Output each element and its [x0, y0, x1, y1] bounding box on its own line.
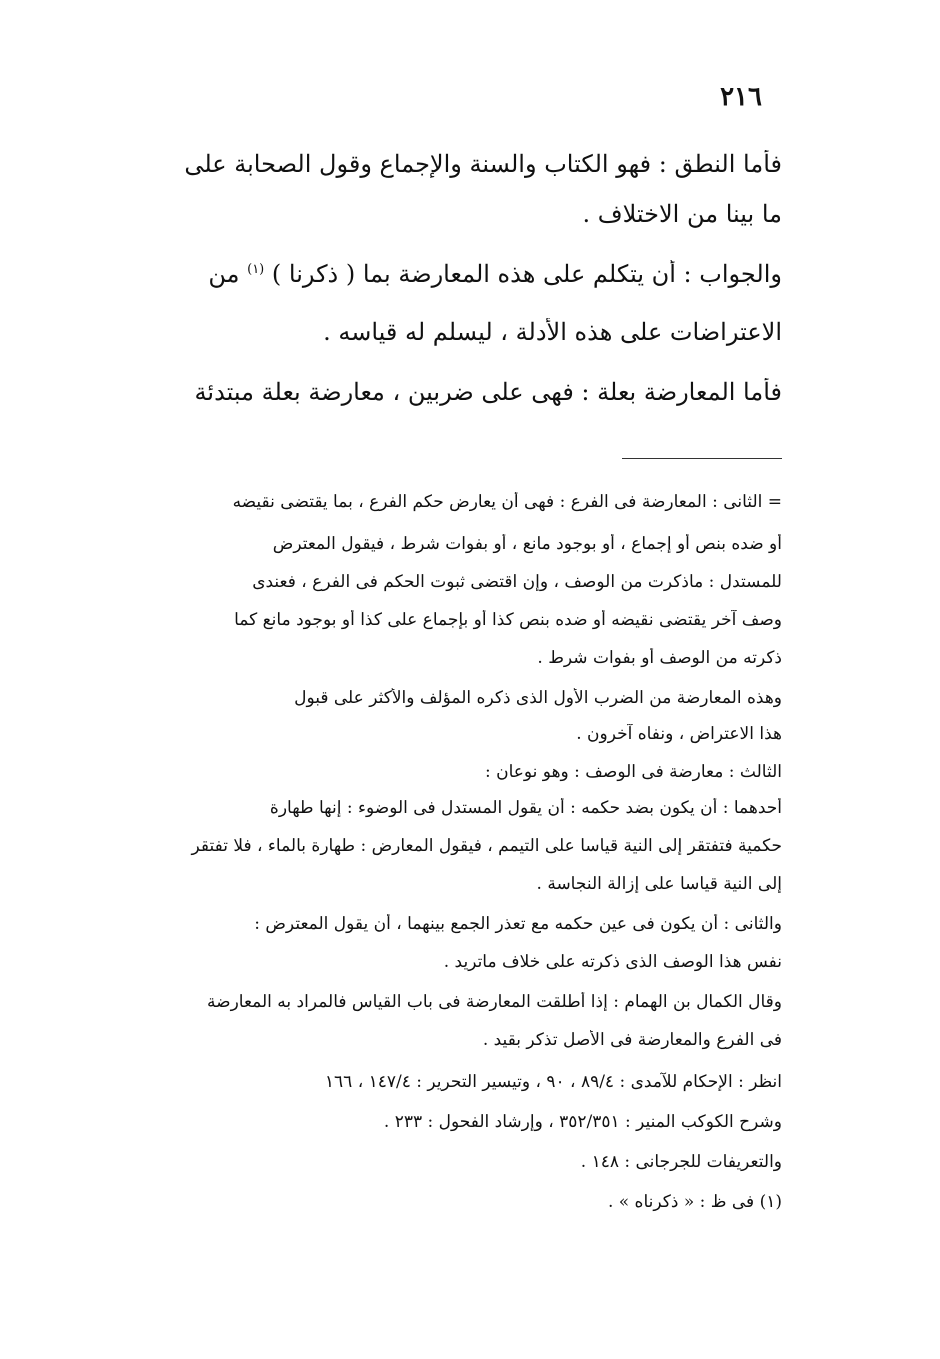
main-text-line: فأما النطق : فهو الكتاب والسنة والإجماع وقول الصحابة على [184, 150, 782, 178]
footnote-line: للمستدل : ماذكرت من الوصف ، وإن اقتضى ثبوت الحكم فى الفرع ، فعندى [252, 572, 782, 592]
footnote-line: نفس هذا الوصف الذى ذكرته على خلاف ماتريد . [443, 952, 782, 972]
main-text-line: فأما المعارضة بعلة : فهى على ضربين ، معارضة بعلة مبتدئة [194, 378, 782, 406]
main-text-segment: والجواب : أن يتكلم على هذه المعارضة بما ( ذكرنا ) [271, 260, 782, 288]
footnote-line: الثالث : معارضة فى الوصف : وهو نوعان : [484, 762, 782, 782]
main-text-segment: من [208, 260, 240, 288]
footnote-reference[interactable]: (١) [247, 262, 265, 277]
footnote-line: والثانى : أن يكون فى عين حكمه مع تعذر الجمع بينهما ، أن يقول المعترض : [254, 914, 782, 934]
footnote-line: فى الفرع والمعارضة فى الأصل تذكر بقيد . [482, 1030, 782, 1050]
footnote-line: وهذه المعارضة من الضرب الأول الذى ذكره المؤلف والأكثر على قبول [294, 688, 782, 708]
footnote-line: (١) فى ظ : « ذكرناه » . [607, 1192, 782, 1212]
main-text-line: ما بينا من الاختلاف . [582, 200, 782, 228]
footnote-line: انظر : الإحكام للآمدى : ٨٩/٤ ، ٩٠ ، وتيسير التحرير : ١٤٧/٤ ، ١٦٦ [324, 1072, 782, 1092]
footnote-line: وقال الكمال بن الهمام : إذا أطلقت المعارضة فى باب القياس فالمراد به المعارضة [207, 992, 782, 1012]
footnote-line: وشرح الكوكب المنير : ٣٥٢/٣٥١ ، وإرشاد الفحول : ٢٣٣ . [383, 1112, 782, 1132]
footnote-line: حكمية فتفتقر إلى النية قياسا على التيمم ، فيقول المعارض : طهارة بالماء ، فلا تفتقر [191, 836, 782, 856]
footnote-line: هذا الاعتراض ، ونفاه آخرون . [576, 724, 782, 744]
footnote-separator [622, 458, 782, 459]
footnote-line: والتعريفات للجرجانى : ١٤٨ . [580, 1152, 782, 1172]
page-number: ٢١٦ [720, 82, 762, 112]
footnote-line: ذكرته من الوصف أو بفوات شرط . [537, 648, 782, 668]
footnote-line: وصف آخر يقتضى نقيضه أو ضده بنص كذا أو بإجماع على كذا أو بوجود مانع كما [234, 610, 782, 630]
footnote-line: أحدهما : أن يكون بضد حكمه : أن يقول المستدل فى الوضوء : إنها طهارة [269, 798, 782, 818]
main-text-line [140, 260, 782, 288]
footnote-line: = الثانى : المعارضة فى الفرع : فهى أن يعارض حكم الفرع ، بما يقتضى نقيضه [232, 492, 782, 512]
footnote-line: أو ضده بنص أو إجماع ، أو بوجود مانع ، أو بفوات شرط ، فيقول المعترض [272, 534, 782, 554]
footnote-line: إلى النية قياسا على إزالة النجاسة . [536, 874, 782, 894]
main-text-line: الاعتراضات على هذه الأدلة ، ليسلم له قياسه . [323, 318, 782, 346]
